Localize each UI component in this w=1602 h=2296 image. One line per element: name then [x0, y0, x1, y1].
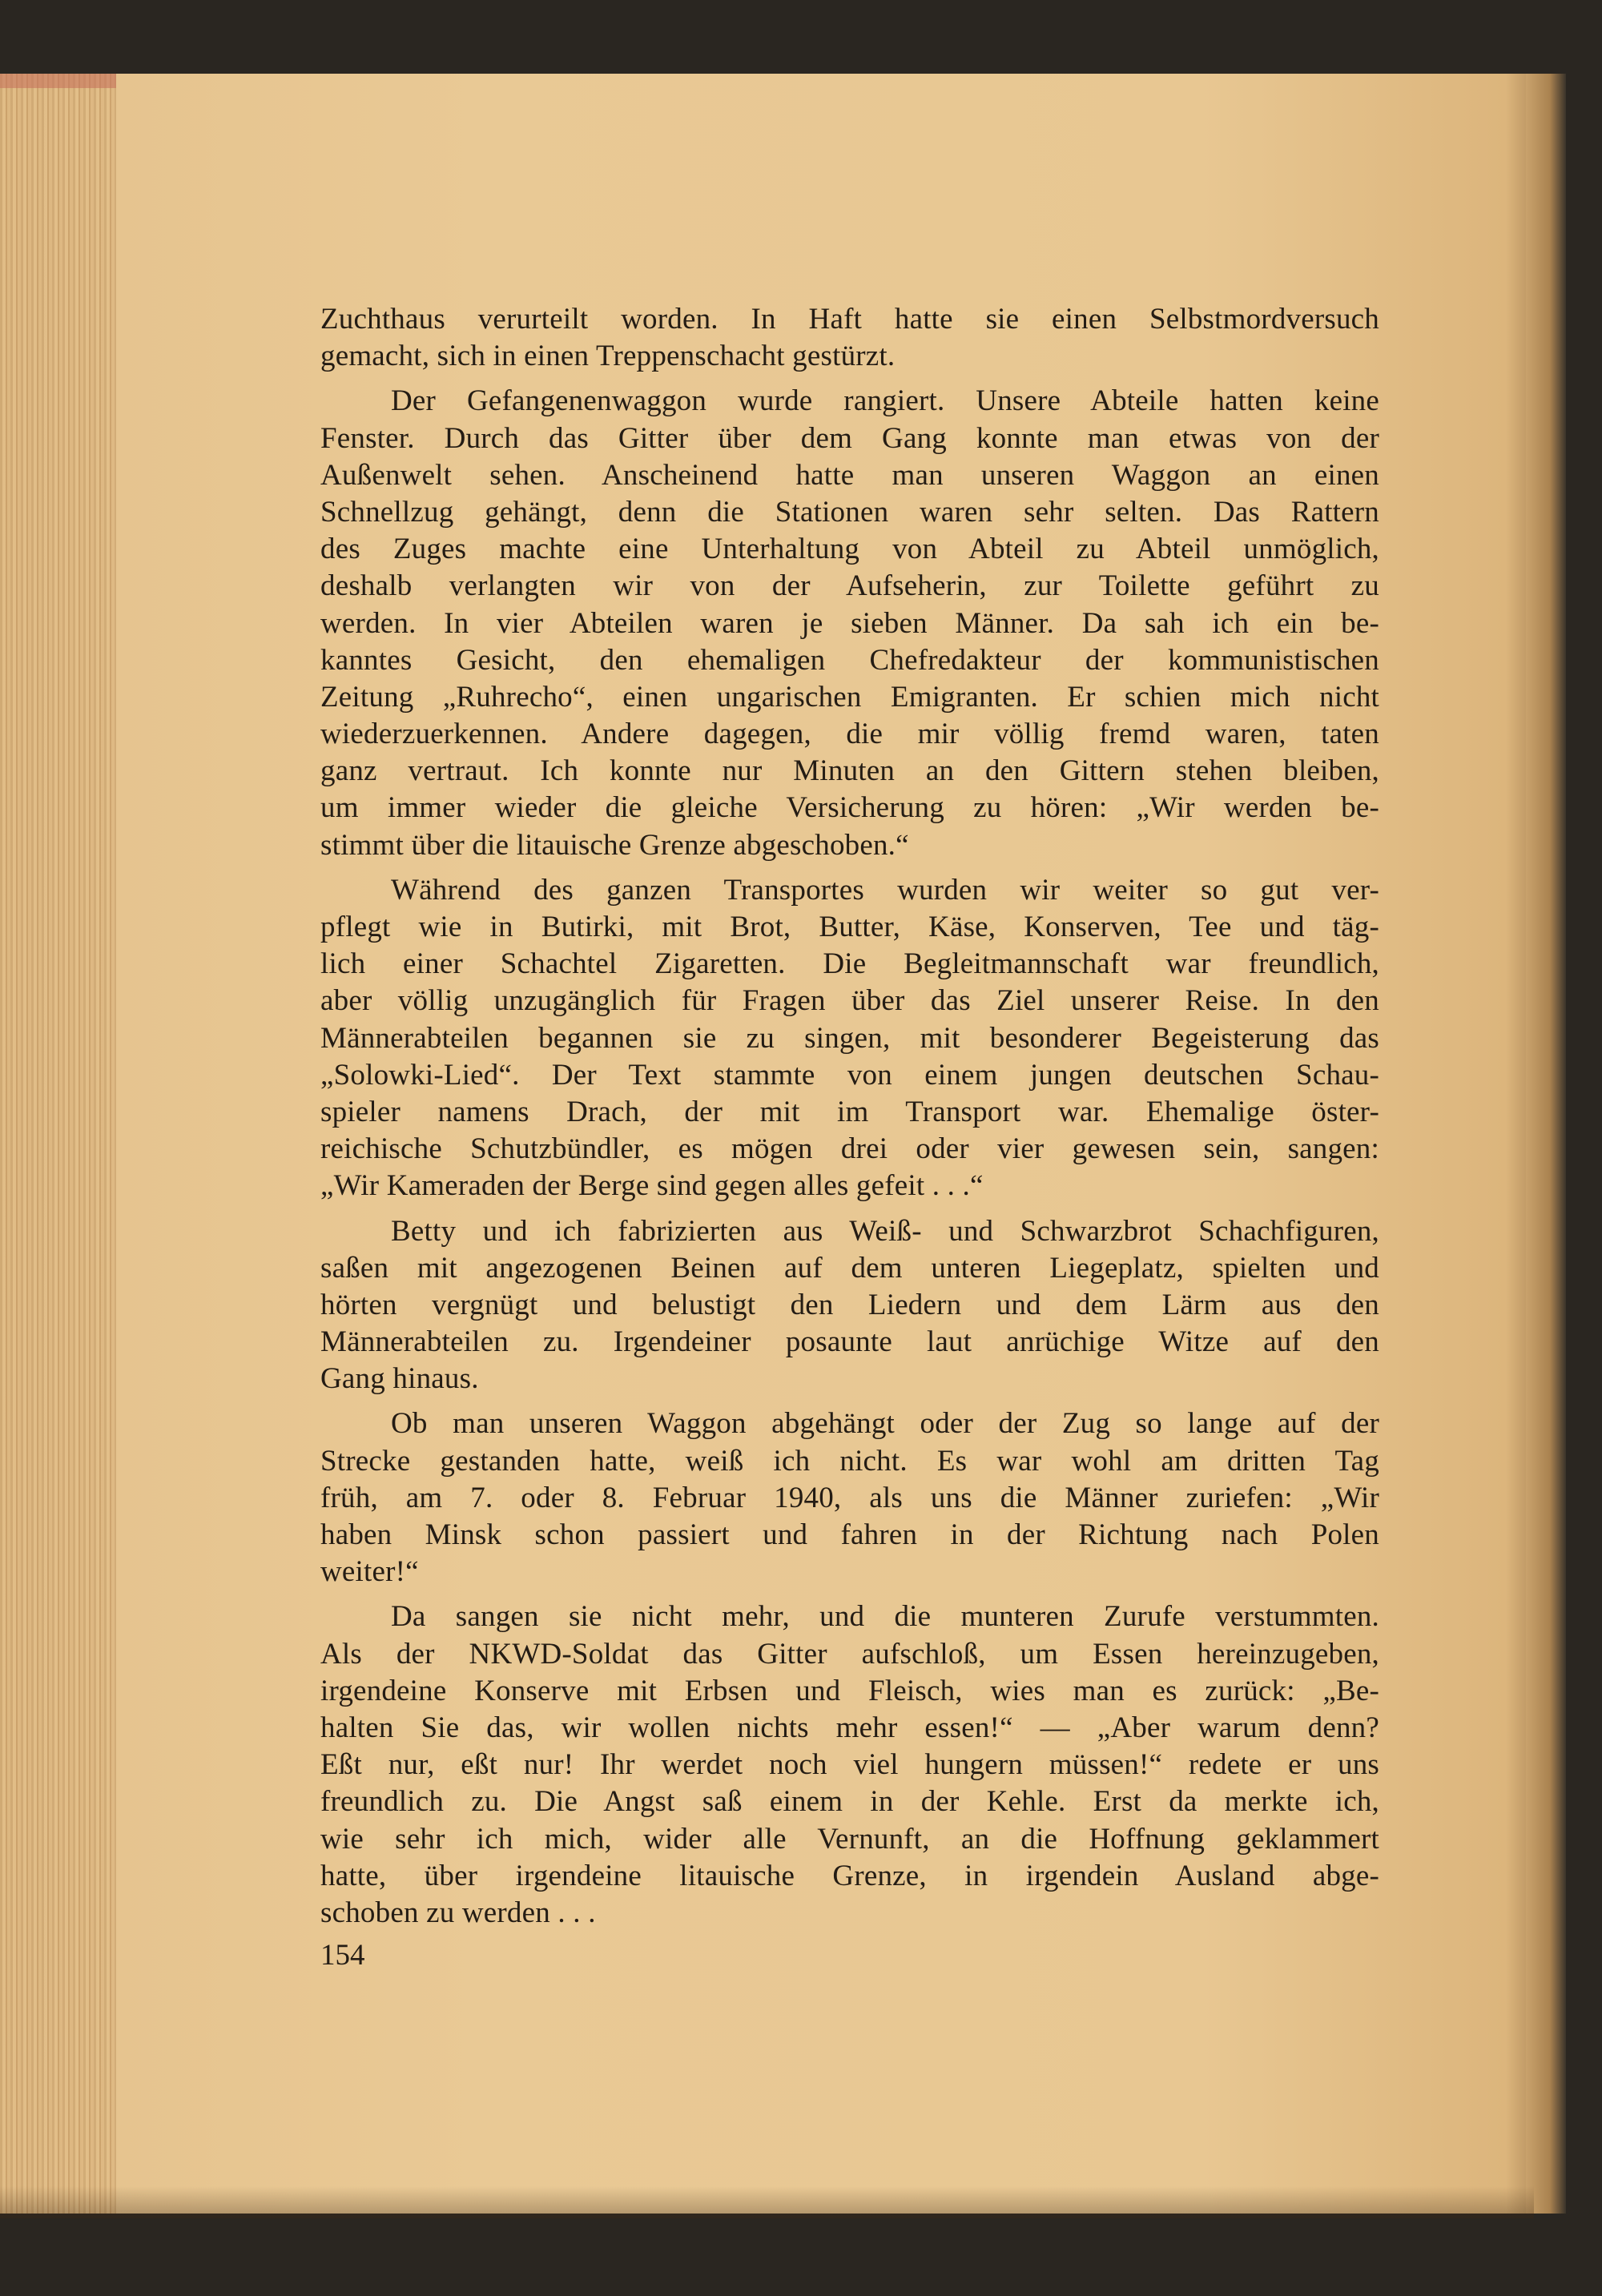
page-bottom-shadow	[0, 2186, 1534, 2218]
text-line: irgendeine Konserve mit Erbsen und Fleisch, wies man es zurück: „Be-	[320, 1674, 1379, 1707]
text-line: Der Gefangenenwaggon wurde rangiert. Unsere Abteile hatten keine	[391, 384, 1379, 418]
text-line: weiter!“	[320, 1555, 419, 1589]
text-line: saßen mit angezogenen Beinen auf dem unteren Liegeplatz, spielten und	[320, 1251, 1379, 1285]
text-line: Zuchthaus verurteilt worden. In Haft hatte sie einen Selbstmordversuch	[320, 303, 1379, 336]
stacked-page-edges	[0, 74, 116, 2214]
text-line: Eßt nur, eßt nur! Ihr werdet noch viel hungern müssen!“ redete er uns	[320, 1748, 1379, 1782]
text-line: Zeitung „Ruhrecho“, einen ungarischen Emigranten. Er schien mich nicht	[320, 680, 1379, 714]
text-line: freundlich zu. Die Angst saß einem in der Kehle. Erst da merkte ich,	[320, 1785, 1379, 1819]
text-line: Männerabteilen begannen sie zu singen, mit besonderer Begeisterung das	[320, 1021, 1379, 1055]
body-text	[320, 301, 1379, 1932]
text-line: pflegt wie in Butirki, mit Brot, Butter, Käse, Konserven, Tee und täg-	[320, 911, 1379, 943]
text-line: Als der NKWD-Soldat das Gitter aufschloß, um Essen hereinzugeben,	[320, 1637, 1379, 1671]
text-line: wiederzuerkennen. Andere dagegen, die mir völlig fremd waren, taten	[320, 718, 1379, 751]
text-line: Männerabteilen zu. Irgendeiner posaunte laut anrüchige Witze auf den	[320, 1325, 1379, 1359]
text-line: Betty und ich fabrizierten aus Weiß- und Schwarzbrot Schachfiguren,	[391, 1214, 1379, 1248]
text-line: hörten vergnügt und belustigt den Liedern und dem Lärm aus den	[320, 1288, 1379, 1321]
text-line: kanntes Gesicht, den ehemaligen Chefredakteur der kommunistischen	[320, 643, 1379, 677]
paragraph	[320, 1598, 1379, 1932]
text-line: werden. In vier Abteilen waren je sieben Männer. Da sah ich ein be-	[320, 606, 1379, 640]
text-line: gemacht, sich in einen Treppenschacht gestürzt.	[320, 340, 896, 373]
page-number: 154	[320, 1939, 365, 1972]
text-line: spieler namens Drach, der mit im Transport war. Ehemalige öster-	[320, 1095, 1379, 1128]
book-gutter-edge	[1526, 74, 1566, 2214]
page-edge-stain	[0, 74, 116, 88]
text-line: hatte, über irgendeine litauische Grenze, in irgendein Ausland abge-	[320, 1859, 1379, 1892]
text-line: wie sehr ich mich, wider alle Vernunft, an die Hoffnung geklammert	[320, 1822, 1379, 1856]
text-line: Schnellzug gehängt, denn die Stationen waren sehr selten. Das Rattern	[320, 495, 1379, 529]
text-line: Gang hinaus.	[320, 1362, 479, 1396]
paragraph	[320, 1405, 1379, 1590]
text-line: „Solowki-Lied“. Der Text stammte von einem jungen deutschen Schau-	[320, 1058, 1379, 1092]
text-line: Außenwelt sehen. Anscheinend hatte man unseren Waggon an einen	[320, 458, 1379, 492]
text-line: reichische Schutzbündler, es mögen drei oder vier gewesen sein, sangen:	[320, 1132, 1379, 1166]
text-line: früh, am 7. oder 8. Februar 1940, als uns die Männer zuriefen: „Wir	[320, 1481, 1379, 1514]
text-line: um immer wieder die gleiche Versicherung zu hören: „Wir werden be-	[320, 791, 1379, 825]
paragraph	[320, 301, 1379, 375]
text-line: aber völlig unzugänglich für Fragen über das Ziel unserer Reise. In den	[320, 984, 1379, 1018]
text-line: haben Minsk schon passiert und fahren in der Richtung nach Polen	[320, 1518, 1379, 1551]
text-line: schoben zu werden . . .	[320, 1896, 596, 1929]
text-line: stimmt über die litauische Grenze abgeschoben.“	[320, 828, 909, 862]
text-line: Fenster. Durch das Gitter über dem Gang konnte man etwas von der	[320, 421, 1379, 455]
text-line: Strecke gestanden hatte, weiß ich nicht. Es war wohl am dritten Tag	[320, 1444, 1379, 1478]
text-line: Während des ganzen Transportes wurden wir weiter so gut ver-	[391, 873, 1379, 907]
text-line: Ob man unseren Waggon abgehängt oder der Zug so lange auf der	[391, 1407, 1379, 1441]
paragraph	[320, 383, 1379, 863]
text-line: Da sangen sie nicht mehr, und die munteren Zurufe verstummten.	[391, 1600, 1379, 1634]
paragraph	[320, 1213, 1379, 1398]
text-line: „Wir Kameraden der Berge sind gegen alles gefeit . . .“	[320, 1169, 984, 1203]
text-line: deshalb verlangten wir von der Aufseherin, zur Toilette geführt zu	[320, 569, 1379, 603]
text-line: halten Sie das, wir wollen nichts mehr essen!“ — „Aber warum denn?	[320, 1711, 1379, 1744]
text-line: lich einer Schachtel Zigaretten. Die Begleitmannschaft war freundlich,	[320, 947, 1379, 981]
paragraph	[320, 872, 1379, 1205]
text-line: ganz vertraut. Ich konnte nur Minuten an den Gittern stehen bleiben,	[320, 754, 1379, 788]
text-line: des Zuges machte eine Unterhaltung von Abteil zu Abteil unmöglich,	[320, 533, 1379, 566]
